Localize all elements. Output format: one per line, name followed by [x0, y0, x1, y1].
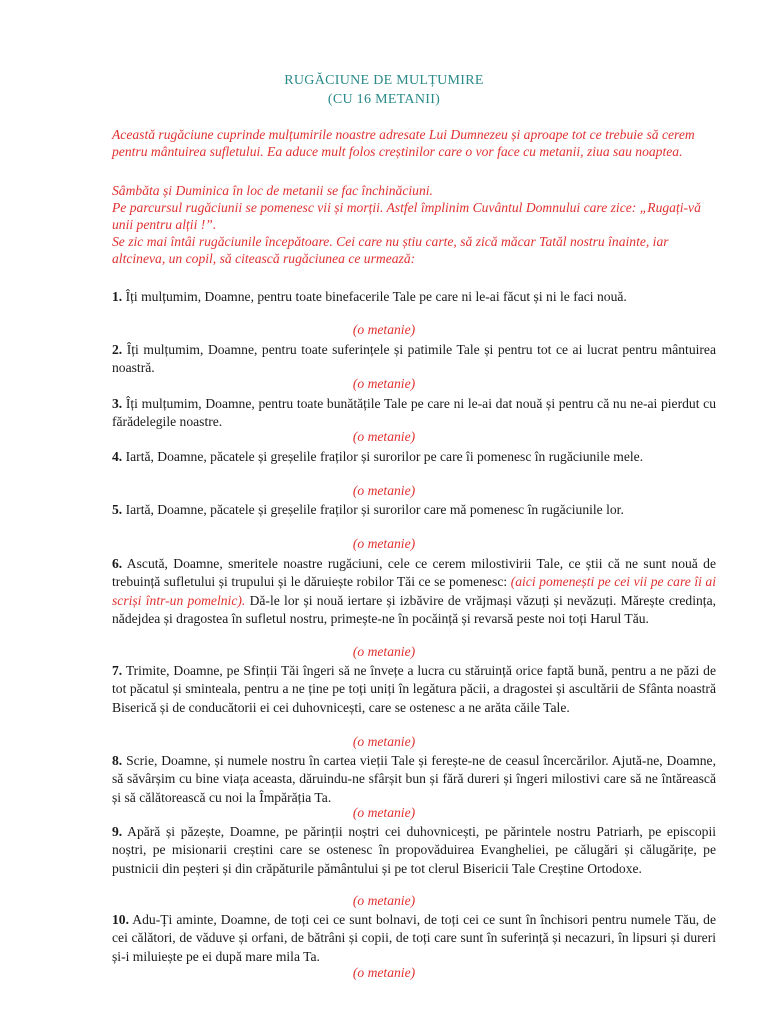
- item-number: 6.: [112, 556, 123, 571]
- item-number: 9.: [112, 824, 123, 839]
- item-number: 8.: [112, 753, 123, 768]
- item-text: Îți mulțumim, Doamne, pentru toate suferințele și patimile Tale și pentru tot ce ai lucrat pentru mântuirea noastră.: [112, 342, 716, 376]
- prayer-item-6: [82, 555, 716, 628]
- prayer-item-4: [82, 448, 716, 466]
- item-number: 1.: [112, 289, 123, 304]
- metanie-note: (o metanie): [352, 965, 416, 980]
- metanie-note: (o metanie): [352, 429, 416, 444]
- item-number: 10.: [112, 912, 129, 927]
- prayer-item-7: [82, 662, 716, 717]
- item-text: Dă-le lor și nouă iertare și izbăvire de vrăjmași văzuți și nevăzuți. Mărește credința, nădejdea și dragostea în sufletul nostru, primește-ne în pocăință și revarsă peste noi toți Harul Tău.: [112, 592, 716, 626]
- item-number: 7.: [112, 663, 123, 678]
- intro-paragraph-2: Sâmbăta și Duminica în loc de metanii se fac închinăciuni.: [112, 183, 433, 198]
- metanie-note: (o metanie): [352, 483, 416, 498]
- metanie-note: (o metanie): [352, 805, 416, 820]
- prayer-item-1: [82, 288, 716, 306]
- prayer-item-10: [82, 911, 716, 966]
- intro-paragraph-3: Pe parcursul rugăciunii se pomenesc vii și morții. Astfel împlinim Cuvântul Domnului care zice: „Rugați-vă unii pentru alții !”.: [112, 200, 701, 232]
- metanie-note: (o metanie): [352, 376, 416, 391]
- metanie-note: (o metanie): [352, 893, 416, 908]
- item-text: Îți mulțumim, Doamne, pentru toate binefacerile Tale pe care ni le-ai făcut și ni le faci nouă.: [125, 289, 627, 304]
- item-text: Iartă, Doamne, păcatele și greșelile fraților și surorilor pe care îi pomenesc în rugăciunile mele.: [125, 449, 644, 464]
- prayer-item-5: [82, 501, 716, 519]
- prayer-item-3: [82, 395, 716, 432]
- metanie-note: (o metanie): [352, 536, 416, 551]
- intro-paragraph-1: Această rugăciune cuprinde mulțumirile noastre adresate Lui Dumnezeu și aproape tot ce trebuie să cerem pentru mântuirea sufletului. Ea aduce mult folos creștinilor care o vor face cu metanii, ziua sau noaptea.: [112, 127, 695, 159]
- item-number: 3.: [112, 396, 123, 411]
- item-note: (aici pomenești pe cei vii pe care îi ai scriși într-un pomelnic).: [112, 574, 716, 608]
- prayer-item-8: [82, 752, 716, 807]
- item-text: Ascută, Doamne, smeritele noastre rugăciuni, cele ce cerem milostivirii Tale, ce știi că ne sunt nouă de trebuință sufletului și trupului și le dăruiește robilor Tăi ce se pomenesc:: [112, 556, 716, 590]
- item-text: Scrie, Doamne, și numele nostru în cartea vieții Tale și ferește-ne de ceasul încercărilor. Ajută-ne, Doamne, să săvârșim cu bine viața aceasta, dăruindu-ne sfârșit bun și fără dureri și îngeri milostivi care să ne întărească și să călătorească cu noi la Împărăția Ta.: [112, 753, 716, 805]
- metanie-note: (o metanie): [352, 644, 416, 659]
- metanie-note: (o metanie): [352, 322, 416, 337]
- item-text: Îți mulțumim, Doamne, pentru toate bunătățile Tale pe care ni le-ai dat nouă și pentru că nu ne-ai pierdut cu fărădelegile noastre.: [112, 396, 716, 430]
- item-text: Trimite, Doamne, pe Sfinții Tăi îngeri să ne învețe a lucra cu stăruință orice faptă bună, pentru a ne păzi de tot păcatul și sminteala, pentru a ne ține pe toți uniți în legătura păcii, a dragostei și ascultării de Sfânta noastră Biserică și de conducătorii ei cei duhovnicești, care se ostenesc a ne arăta căile Tale.: [112, 663, 717, 715]
- prayer-item-2: [82, 341, 716, 378]
- intro-paragraph-4: Se zic mai întâi rugăciunile începătoare. Cei care nu știu carte, să zică măcar Tatăl nostru înainte, iar altcineva, un copil, să citească rugăciunea ce urmează:: [112, 234, 669, 266]
- page-title: RUGĂCIUNE DE MULȚUMIRE: [284, 73, 484, 88]
- item-text: Apără și păzește, Doamne, pe părinții noștri cei duhovnicești, pe părintele nostru Patriarh, pe episcopii noștri, pe misionarii creștini care se ostenesc în propovăduirea Evangheliei, pe călugări și călugărițe, pe pustnicii din peșteri și din crăpăturile pământului și pe tot clerul Bisericii Tale Creștine Ortodoxe.: [112, 824, 717, 876]
- prayer-item-9: [82, 823, 716, 878]
- item-number: 4.: [112, 449, 123, 464]
- item-text: Adu-Ți aminte, Doamne, de toți cei ce sunt bolnavi, de toți cei ce sunt în închisori pentru numele Tău, de cei călători, de văduve și orfani, de bătrâni și copii, de toți care sunt în suferință și necazuri, în lipsuri și dureri și-i miluiește pe ei după mare mila Ta.: [112, 912, 716, 964]
- item-text: Iartă, Doamne, păcatele și greșelile fraților și surorilor care mă pomenesc în rugăciunile lor.: [125, 502, 624, 517]
- metanie-note: (o metanie): [352, 734, 416, 749]
- item-number: 5.: [112, 502, 123, 517]
- item-number: 2.: [112, 342, 123, 357]
- page-subtitle: (CU 16 METANII): [327, 92, 441, 107]
